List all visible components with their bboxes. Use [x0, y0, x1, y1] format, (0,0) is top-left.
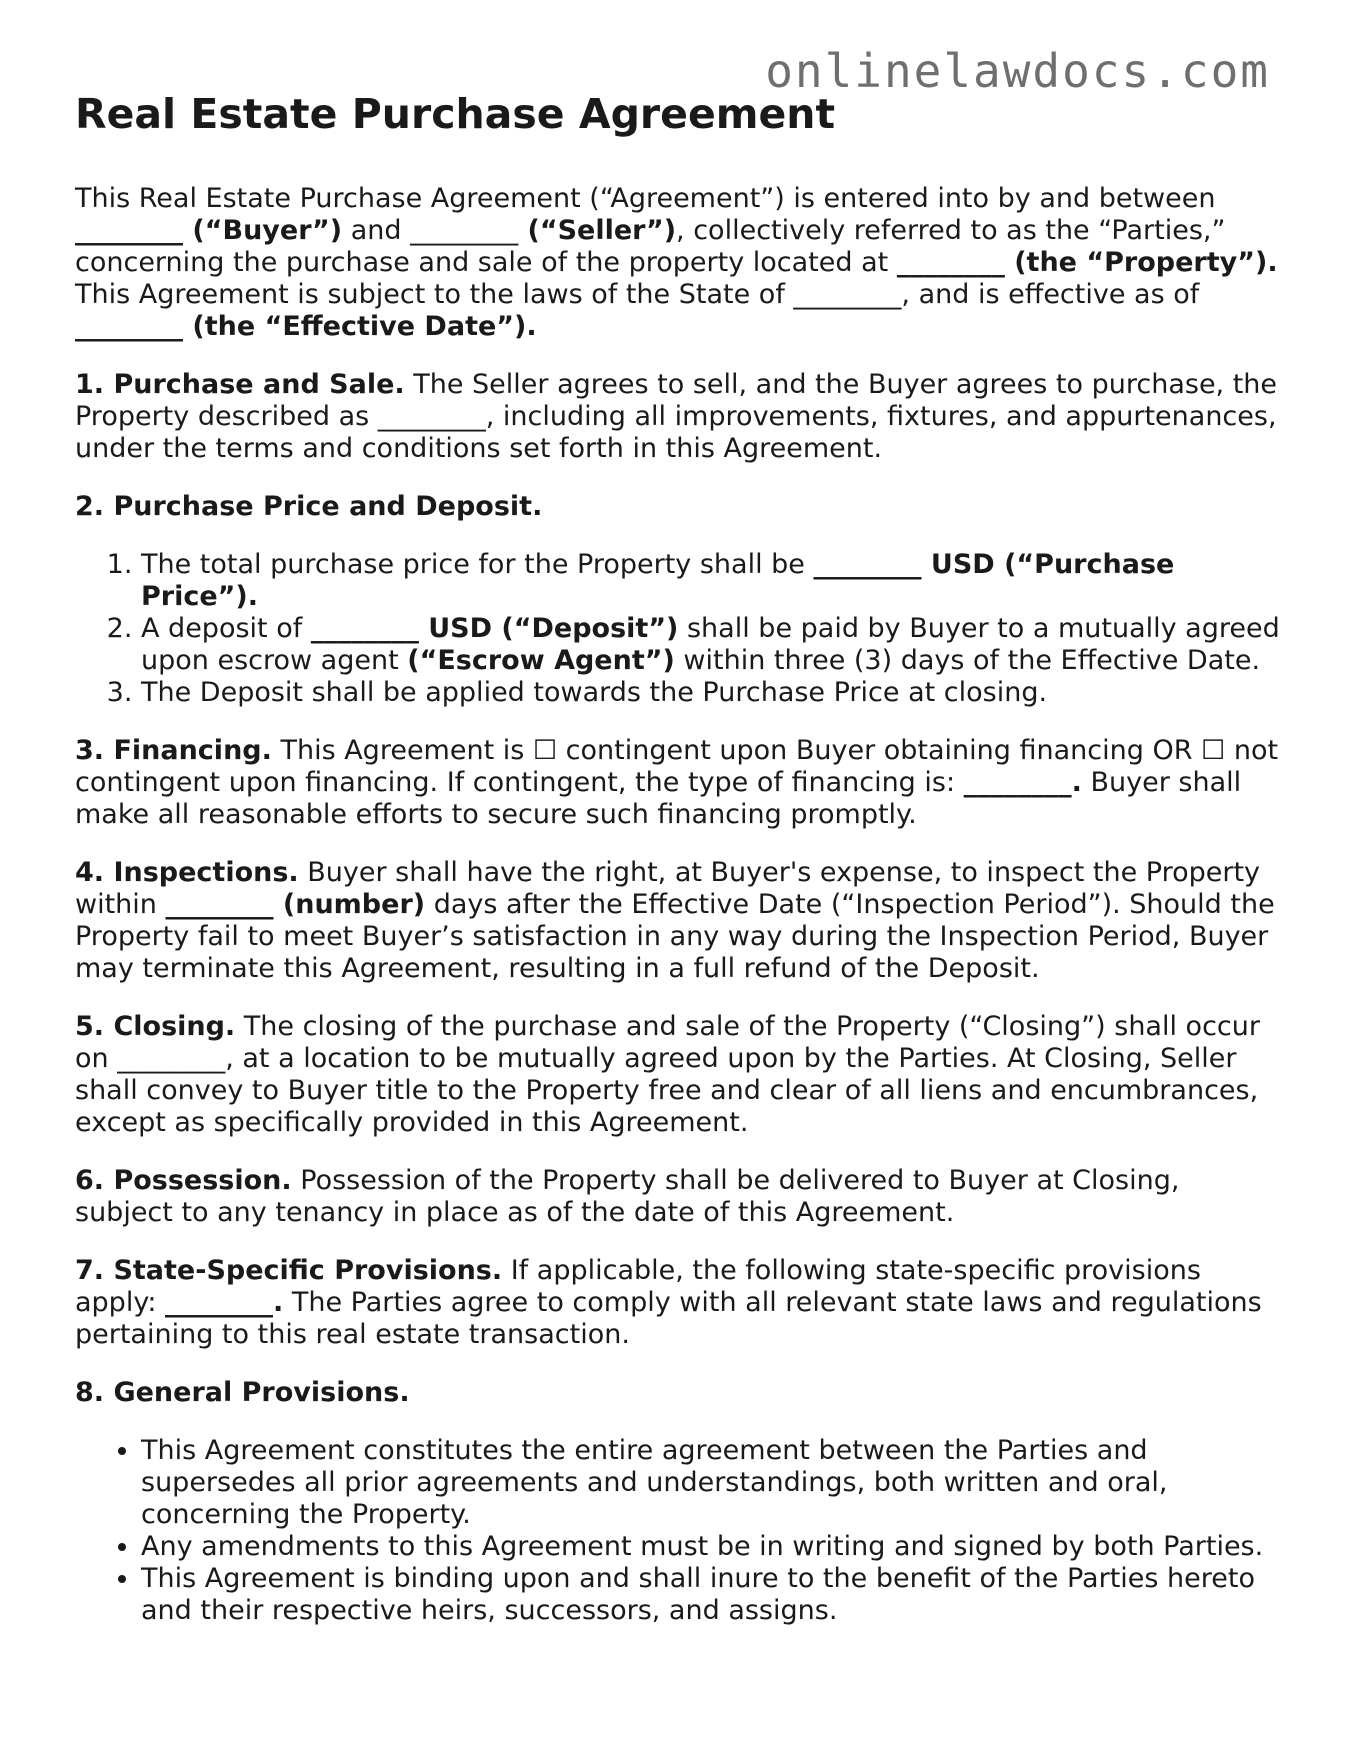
blank-effective-date: ________ — [75, 311, 183, 343]
section-text: . — [1071, 767, 1082, 799]
list-item — [141, 613, 1285, 677]
list-text: The Deposit shall be applied towards the Purchase Price at closing. — [141, 677, 1048, 709]
list-item — [141, 677, 1285, 709]
blank-property-description: ________ — [377, 401, 486, 433]
section-heading: 5. Closing. — [75, 1011, 236, 1043]
watermark: onlinelawdocs.com — [765, 44, 1270, 98]
section-heading: 7. State-Specific Provisions. — [75, 1255, 503, 1287]
section-general-provisions — [75, 1377, 1285, 1409]
section-heading: 6. Possession. — [75, 1165, 292, 1197]
property-label: (the “Property”). — [1004, 247, 1278, 279]
deposit-label: USD (“Deposit”) — [418, 613, 679, 645]
section-text: , at a location to be mutually agreed upon by the Parties. At Closing, Seller shall convey to Buyer title to the Property free and clear of all liens and encumbrances, except as specifically provided in this Agreement. — [75, 1043, 1259, 1139]
section-inspections — [75, 857, 1285, 985]
escrow-agent-label: (“Escrow Agent”) — [407, 645, 675, 677]
list-text: A deposit of — [141, 613, 311, 645]
section-state-provisions — [75, 1255, 1285, 1351]
effective-date-label: (the “Effective Date”). — [183, 311, 537, 343]
document-page — [75, 90, 1285, 1653]
section-purchase-price — [75, 491, 1285, 523]
intro-text: and — [342, 215, 411, 247]
blank-state-provisions: ________ — [165, 1287, 274, 1319]
list-text: The total purchase price for the Property shall be — [141, 549, 814, 581]
list-item: • This Agreement constitutes the entire agreement between the Parties and supersedes all prior agreements and understandings, both written and oral, concerning the Property. — [141, 1435, 1285, 1531]
section-heading: 8. General Provisions. — [75, 1377, 410, 1409]
section-text: , including all improvements, fixtures, and appurtenances, under the terms and conditions set forth in this Agreement. — [75, 401, 1277, 465]
list-text: shall be paid by Buyer to a mutually agreed upon escrow agent — [141, 613, 1280, 677]
blank-property: ________ — [896, 247, 1005, 279]
blank-closing-date: ________ — [117, 1043, 226, 1075]
seller-label: (“Seller”) — [518, 215, 677, 247]
section-possession — [75, 1165, 1285, 1229]
document-title: Real Estate Purchase Agreement — [75, 90, 836, 138]
section-text: . — [273, 1287, 284, 1319]
section-purchase-and-sale — [75, 369, 1285, 465]
blank-buyer: ________ — [75, 215, 183, 247]
list-item — [141, 549, 1285, 613]
section-text: The Parties agree to comply with all relevant state laws and regulations pertaining to this real estate transaction. — [75, 1287, 1262, 1351]
blank-purchase-price: ________ — [813, 549, 922, 581]
purchase-price-list — [75, 549, 1285, 709]
section-text: Possession of the Property shall be delivered to Buyer at Closing, subject to any tenancy in place as of the date of this Agreement. — [75, 1165, 1180, 1229]
section-text: Buyer shall make all reasonable efforts to secure such financing promptly. — [75, 767, 1242, 831]
blank-inspection-days: ________ — [165, 889, 274, 921]
section-text: The Seller agrees to sell, and the Buyer agrees to purchase, the Property described as — [75, 369, 1278, 433]
section-text: This Agreement is ☐ contingent upon Buyer obtaining financing OR ☐ not contingent upon financing. If contingent, the type of financing is: — [75, 735, 1279, 799]
section-text: Buyer shall have the right, at Buyer's expense, to inspect the Property within — [75, 857, 1261, 921]
intro-text: , collectively referred to as the “Parties,” concerning the purchase and sale of the property located at — [75, 215, 1226, 279]
intro-text: This Agreement is subject to the laws of the State of — [75, 279, 794, 311]
section-closing — [75, 1011, 1285, 1139]
intro-text: , and is effective as of — [901, 279, 1200, 311]
blank-seller: ________ — [410, 215, 519, 247]
list-item: • This Agreement is binding upon and shall inure to the benefit of the Parties hereto and their respective heirs, successors, and assigns. — [141, 1563, 1285, 1627]
section-heading: 4. Inspections. — [75, 857, 299, 889]
blank-state: ________ — [793, 279, 902, 311]
blank-deposit: ________ — [310, 613, 419, 645]
number-label: (number) — [273, 889, 426, 921]
section-financing — [75, 735, 1285, 831]
list-text: within three (3) days of the Effective Date. — [674, 645, 1261, 677]
section-heading: 2. Purchase Price and Deposit. — [75, 491, 543, 523]
intro-text: This Real Estate Purchase Agreement (“Agreement”) is entered into by and between — [75, 183, 1216, 215]
general-provisions-list — [75, 1435, 1285, 1627]
blank-financing-type: ________ — [963, 767, 1072, 799]
purchase-price-label: USD (“Purchase Price”). — [141, 549, 1175, 613]
list-item: • Any amendments to this Agreement must be in writing and signed by both Parties. — [141, 1531, 1285, 1563]
section-heading: 3. Financing. — [75, 735, 272, 767]
intro-paragraph — [75, 183, 1285, 343]
section-text: days after the Effective Date (“Inspection Period”). Should the Property fail to meet Buyer’s satisfaction in any way during the Inspection Period, Buyer may terminate this Agreement, resulting in a full refund of the Deposit. — [75, 889, 1275, 985]
buyer-label: (“Buyer”) — [183, 215, 343, 247]
section-heading: 1. Purchase and Sale. — [75, 369, 405, 401]
section-text: The closing of the purchase and sale of the Property (“Closing”) shall occur on — [75, 1011, 1260, 1075]
section-text: If applicable, the following state-specific provisions apply: — [75, 1255, 1201, 1319]
